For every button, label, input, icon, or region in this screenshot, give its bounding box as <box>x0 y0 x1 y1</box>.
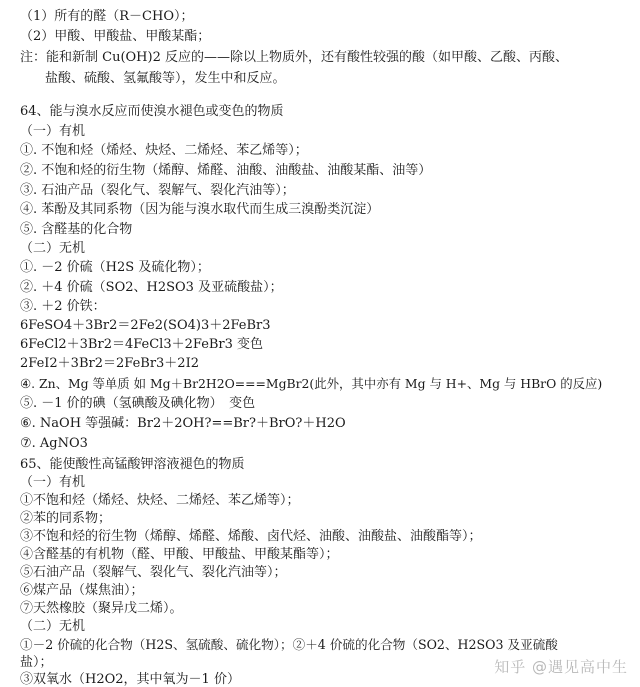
list-item: ③. 石油产品（裂化气、裂解气、裂化汽油等）； <box>20 183 295 198</box>
equation-line: 6FeSO4＋3Br2＝2Fe2(SO4)3＋2FeBr3 <box>20 318 271 333</box>
list-item: ①. 不饱和烃（烯烃、炔烃、二烯烃、苯乙烯等）； <box>20 143 308 158</box>
list-item: ④. 苯酚及其同系物（因为能与溴水取代而生成三溴酚类沉淀） <box>20 202 380 217</box>
list-item: ⑦天然橡胶（聚异戊二烯）。 <box>20 601 183 616</box>
list-item: ⑤石油产品（裂解气、裂化气、裂化汽油等）； <box>20 565 287 580</box>
list-item: ⑦. AgNO3 <box>20 436 88 451</box>
text-line: 注：能和新制 Cu(OH)2 反应的——除以上物质外，还有酸性较强的酸（如甲酸、乙酸、丙酸、 <box>20 50 568 65</box>
list-item: ⑥. NaOH 等强碱：Br2＋2OH?==Br?＋BrO?＋H2O <box>20 416 346 431</box>
subsection-heading: （二）无机 <box>20 241 86 256</box>
text-line: 盐酸、硫酸、氢氟酸等），发生中和反应。 <box>45 71 286 86</box>
subsection-heading: （一）有机 <box>20 475 86 490</box>
section-heading: 64、能与溴水反应而使溴水褪色或变色的物质 <box>20 104 284 119</box>
list-item: ②. ＋4 价硫（SO2、H2SO3 及亚硫酸盐）； <box>20 280 283 295</box>
list-item: ③不饱和烃的衍生物（烯醇、烯醛、烯酸、卤代烃、油酸、油酸盐、油酸酯等）； <box>20 529 482 544</box>
list-item: ①不饱和烃（烯烃、炔烃、二烯烃、苯乙烯等）； <box>20 493 300 508</box>
list-item: ③. ＋2 价铁： <box>20 299 106 314</box>
list-item: ④含醛基的有机物（醛、甲酸、甲酸盐、甲酸某酯等）； <box>20 547 339 562</box>
text-line: （1）所有的醛（R－CHO）； <box>20 9 194 24</box>
list-item: ⑥煤产品（煤焦油）； <box>20 583 144 598</box>
subsection-heading: （一）有机 <box>20 124 86 139</box>
section-heading: 65、能使酸性高锰酸钾溶液褪色的物质 <box>20 457 245 472</box>
list-item: ②苯的同系物； <box>20 511 112 526</box>
equation-line: 6FeCl2＋3Br2＝4FeCl3＋2FeBr3 变色 <box>20 337 264 352</box>
list-item: ④. Zn、Mg 等单质 如 Mg＋Br2H2O===MgBr2(此外，其中亦有 Mg 与 H+、Mg 与 HBrO 的反应) <box>20 376 603 391</box>
list-item: ⑤. 含醛基的化合物 <box>20 222 133 237</box>
watermark-text: 知乎 @遇见高中生 <box>494 658 628 676</box>
list-item: ③双氧水（H2O2，其中氧为－1 价） <box>20 672 240 687</box>
list-item: ①－2 价硫的化合物（H2S、氢硫酸、硫化物）；②＋4 价硫的化合物（SO2、H2SO3 及亚硫酸 <box>20 637 558 652</box>
subsection-heading: （二）无机 <box>20 619 86 634</box>
list-item: ①. －2 价硫（H2S 及硫化物）； <box>20 260 210 275</box>
text-line: （2）甲酸、甲酸盐、甲酸某酯； <box>20 29 211 44</box>
list-item: ⑤. －1 价的碘（氢碘酸及碘化物） 变色 <box>20 396 256 411</box>
equation-line: 2FeI2＋3Br2＝2FeBr3＋2I2 <box>20 356 199 371</box>
list-item: ②. 不饱和烃的衍生物（烯醇、烯醛、油酸、油酸盐、油酸某酯、油等） <box>20 163 432 178</box>
list-item-continuation: 盐）； <box>20 655 53 670</box>
